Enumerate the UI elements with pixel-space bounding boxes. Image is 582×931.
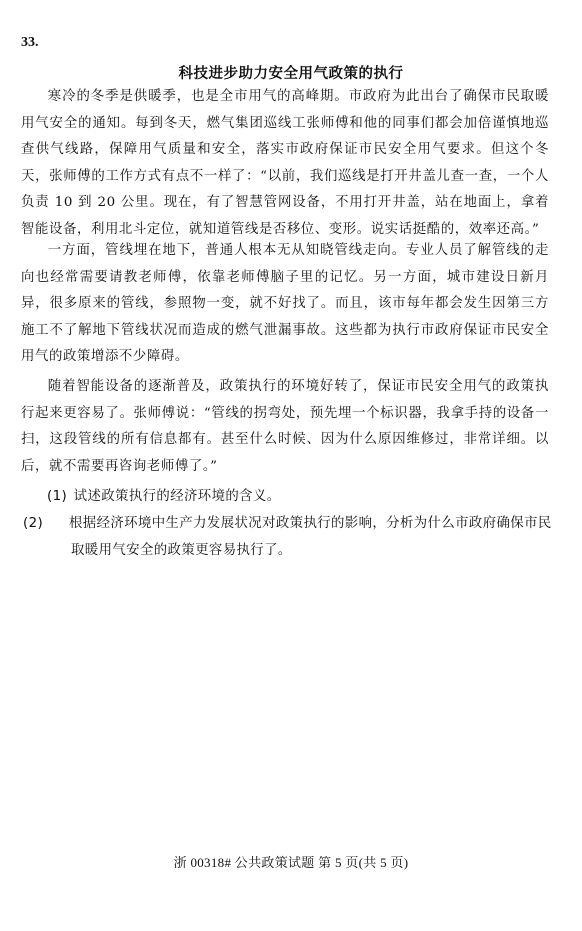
sub-question-2-text: 根据经济环境中生产力发展状况对政策执行的影响，分析为什么市政府确保市民取暖用气安全的政策更容易执行了。 [69,516,552,558]
sub-question-1-text: 试述政策执行的经济环境的含义。 [73,489,281,504]
passage-title: 科技进步助力安全用气政策的执行 [178,66,404,82]
sub-question-2 [23,511,559,564]
passage-paragraph-3: 随着智能设备的逐渐普及，政策执行的环境好转了，保证市民安全用气的政策执行起来更容易了。张师傅说：“管线的拐弯处，预先埋一个标识器，我拿手持的设备一扫，这段管线的所有信息都有。甚至什么时候、因为什么原因维修过，非常详细。以后，就不需要再咨询老师傅了。” [21,379,549,474]
question-number: 33. [21,35,39,50]
passage-paragraph-2: 一方面，管线埋在地下，普通人根本无从知晓管线走向。专业人员了解管线的走向也经常需要请教老师傅，依靠老师傅脑子里的记忆。另一方面，城市建设日新月异，很多原来的管线，参照物一变，就不好找了。而且，该市每年都会发生因第三方施工不了解地下管线状况而造成的燃气泄漏事故。这些都为执行市政府保证市民安全用气的政策增添不少障碍。 [21,243,549,364]
sub-question-1-label: (1) [47,489,68,504]
passage-paragraph-1: 寒冷的冬季是供暖季，也是全市用气的高峰期。市政府为此出台了确保市民取暖用气安全的通知。每到冬天，燃气集团巡线工张师傅和他的同事们都会加倍谨慎地巡查供气线路，保障用气质量和安全，落实市政府保证市民安全用气要求。但这个冬天，张师傅的工作方式有点不一样了：“以前，我们巡线是打开井盖儿查一查，一个人负责 10 到 20 公里。现在，有了智慧管网设备，不用打开井盖，站在地面上，拿着智能设备，利用北斗定位，就知道管线是否移位、变形。说实话挺酷的，效率还高。” [21,89,549,237]
sub-question-1 [47,484,547,511]
sub-question-2-label: (2) [23,516,44,531]
page-footer: 浙 00318# 公共政策试题 第 5 页(共 5 页) [173,855,409,870]
